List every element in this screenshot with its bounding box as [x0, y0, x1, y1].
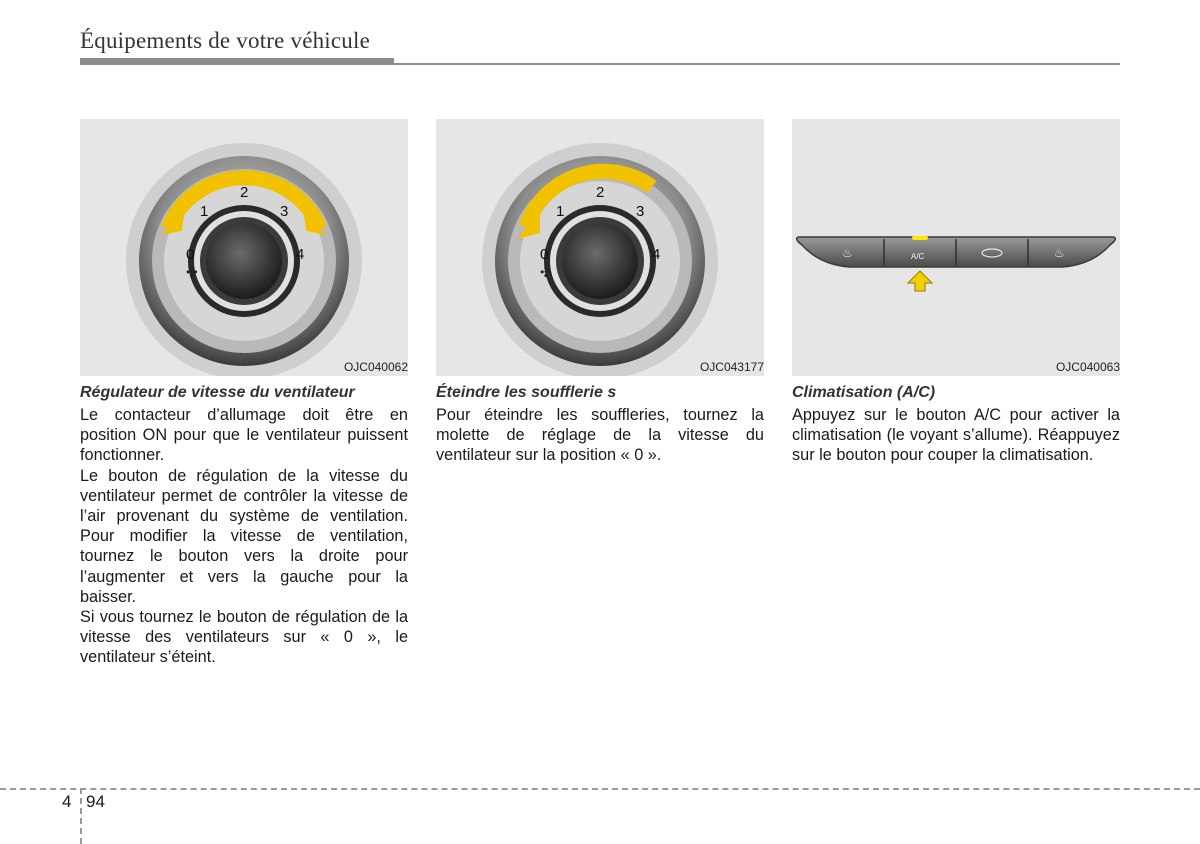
- dial-number-3: 3: [636, 203, 645, 220]
- fan-icon: ✣: [540, 265, 552, 281]
- ac-button-label: A/C: [911, 252, 925, 261]
- column-air-conditioning: [792, 383, 1120, 466]
- page-title: Équipements de votre véhicule: [80, 28, 371, 53]
- footer-rule: [0, 788, 1200, 790]
- figure-code: OJC043177: [699, 360, 764, 374]
- section-heading: Éteindre les soufflerie s: [436, 384, 617, 401]
- column-fan-off: [436, 383, 764, 466]
- paragraph: Le contacteur d’allumage doit être en position ON pour que le ventilateur puissent fonctionner.: [80, 406, 408, 465]
- dial-number-4: 4: [296, 246, 305, 263]
- seat-heater-right-icon: ♨: [1054, 246, 1065, 260]
- dial-number-0: 0: [186, 246, 195, 263]
- seat-heater-left-icon: ♨: [842, 246, 853, 260]
- section-heading: Régulateur de vitesse du ventilateur: [80, 384, 355, 401]
- paragraph: Appuyez sur le bouton A/C pour activer la climatisation (le voyant s’allume). Réappuyez sur le bouton pour couper la climatisation.: [792, 406, 1120, 465]
- figure-fan-speed-dial: [80, 119, 408, 376]
- fan-off-illustration: [436, 119, 764, 376]
- arrow-up-icon: [908, 271, 932, 291]
- figure-code: OJC040063: [1055, 360, 1120, 374]
- dial-number-4: 4: [652, 246, 661, 263]
- dial-number-1: 1: [200, 203, 209, 220]
- chapter-number: 4: [62, 792, 72, 811]
- dial-number-3: 3: [280, 203, 289, 220]
- fan-icon: ✣: [186, 265, 198, 281]
- fan-dial-illustration: [80, 119, 408, 376]
- dial-number-2: 2: [596, 184, 605, 201]
- ac-indicator-light: [912, 236, 928, 240]
- dial-number-2: 2: [240, 184, 249, 201]
- column-fan-speed: [80, 383, 408, 668]
- figure-ac-panel: [792, 119, 1120, 376]
- figure-code: OJC040062: [343, 360, 408, 374]
- figure-fan-off-dial: [436, 119, 764, 376]
- dial-number-1: 1: [556, 203, 565, 220]
- paragraph: Si vous tournez le bouton de régulation de la vitesse des ventilateurs sur « 0 », le ventilateur s’éteint.: [80, 608, 408, 667]
- footer-divider: [80, 788, 82, 844]
- section-heading: Climatisation (A/C): [792, 384, 936, 401]
- header-rule: [80, 63, 1120, 65]
- paragraph: Pour éteindre les souffleries, tournez la molette de réglage de la vitesse du ventilateur sur la position « 0 ».: [436, 406, 764, 465]
- page-number: 94: [86, 792, 105, 811]
- dial-number-0: 0: [540, 246, 549, 263]
- paragraph: Le bouton de régulation de la vitesse du ventilateur permet de contrôler la vitesse de l’air provenant du système de ventilation. Pour modifier la vitesse de ventilation, tournez le bouton vers la droite pour l’augmenter et vers la gauche pour la baisser.: [80, 466, 408, 606]
- ac-panel-illustration: [792, 119, 1120, 376]
